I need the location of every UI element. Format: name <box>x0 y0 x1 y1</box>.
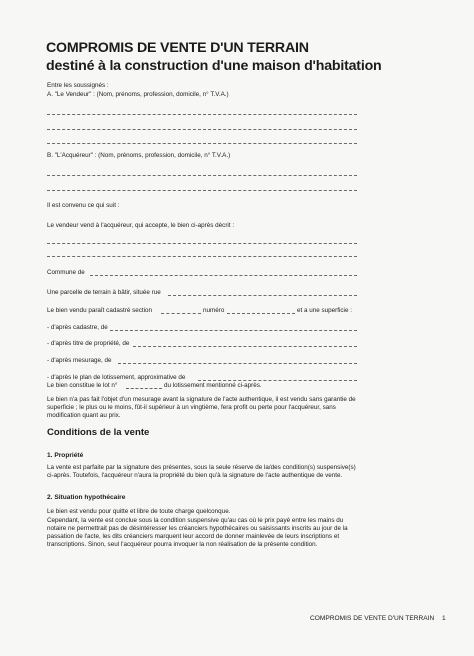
vendeur-fill-line-2 <box>47 129 357 130</box>
convenu-text: Il est convenu ce qui suit : <box>47 202 120 209</box>
vend-text: Le vendeur vend à l'acquéreur, qui accepte, le bien ci-après décrit : <box>47 222 235 229</box>
section-1-text: La vente est parfaite par la signature des présentes, sous la seule réserve de la/des condition(s) suspensive(s) ci-après. Toutefois, l'acquéreur n'aura la propriété du bien qu'à la signature de l'acte authentique de vente. <box>47 464 356 479</box>
commune-fill-line <box>90 275 357 276</box>
cadastre-item-fill-line <box>110 330 357 331</box>
lotissement-item: - d'après le plan de lotissement, approximative de <box>47 374 186 381</box>
numero-fill-line <box>227 313 295 314</box>
section-fill-line <box>161 313 201 314</box>
commune-label: Commune de <box>47 269 85 276</box>
lot-fill-line <box>126 388 162 389</box>
section-2-text-1: Le bien est vendu pour quitte et libre de toute charge quelconque. <box>47 508 231 515</box>
conditions-heading: Conditions de la vente <box>47 427 150 438</box>
section-1-title: 1. Propriété <box>47 452 84 459</box>
acquereur-label: B. "L'Acquéreur" : (Nom, prénoms, profession, domicile, n° T.V.A.) <box>47 152 231 159</box>
bien-fill-line-1 <box>47 243 357 244</box>
page-number: 1 <box>442 615 446 622</box>
vendeur-fill-line-3 <box>47 143 357 144</box>
lot-label: Le bien constitue le lot n° <box>47 382 118 389</box>
parties-intro: Entre les soussignés : <box>47 82 109 89</box>
section-2-title: 2. Situation hypothécaire <box>47 494 126 501</box>
bien-fill-line-2 <box>47 256 357 257</box>
cadastre-item: - d'après cadastre, de <box>47 324 108 331</box>
vendeur-label: A. "Le Vendeur" : (Nom, prénoms, profession, domicile, n° T.V.A.) <box>47 91 229 98</box>
superficie-note: Le bien n'a pas fait l'objet d'un mesurage avant la signature de l'acte authentique, il est vendu sans garantie de superficie ; le plus ou le moins, fût-il supérieur à un vingtième, fera profit ou perte pour l'acquéreur, sans modification quant au prix. <box>47 396 356 419</box>
parcelle-fill-line <box>168 295 357 296</box>
numero-label: numéro <box>203 307 225 314</box>
mesurage-item: - d'après mesurage, de <box>47 357 112 364</box>
vendeur-fill-line-1 <box>47 114 357 115</box>
footer-label: COMPROMIS DE VENTE D'UN TERRAIN <box>310 615 435 622</box>
cadastre-label: Le bien vendu paraît cadastré section <box>47 307 153 314</box>
document-title-line-1: COMPROMIS DE VENTE D'UN TERRAIN <box>46 40 309 56</box>
superficie-label: et a une superficie : <box>297 307 352 314</box>
lotissement-item-fill-line <box>198 380 357 381</box>
mesurage-item-fill-line <box>118 363 357 364</box>
parcelle-label: Une parcelle de terrain à bâtir, située rue <box>47 289 161 296</box>
titre-item: - d'après titre de propriété, de <box>47 340 130 347</box>
titre-item-fill-line <box>133 346 357 347</box>
lot-suffix: du lotissement mentionné ci-après. <box>164 382 262 389</box>
section-2-text-2: Cependant, la vente est conclue sous la condition suspensive qu'au cas où le prix payé entre les mains du notaire ne permettrait pas de désintéresser les créanciers hypothécaires ou saisissants inscrits au jour de la passation de l'acte, les dits créanciers marquent leur accord de donner mainlevée de leurs inscriptions et transcriptions. Sinon, seul l'acquéreur pourra invoquer la non réalisation de la présente condition. <box>47 517 348 548</box>
document-title-line-2: destiné à la construction d'une maison d'habitation <box>46 58 382 74</box>
acquereur-fill-line-1 <box>47 175 357 176</box>
acquereur-fill-line-2 <box>47 190 357 191</box>
